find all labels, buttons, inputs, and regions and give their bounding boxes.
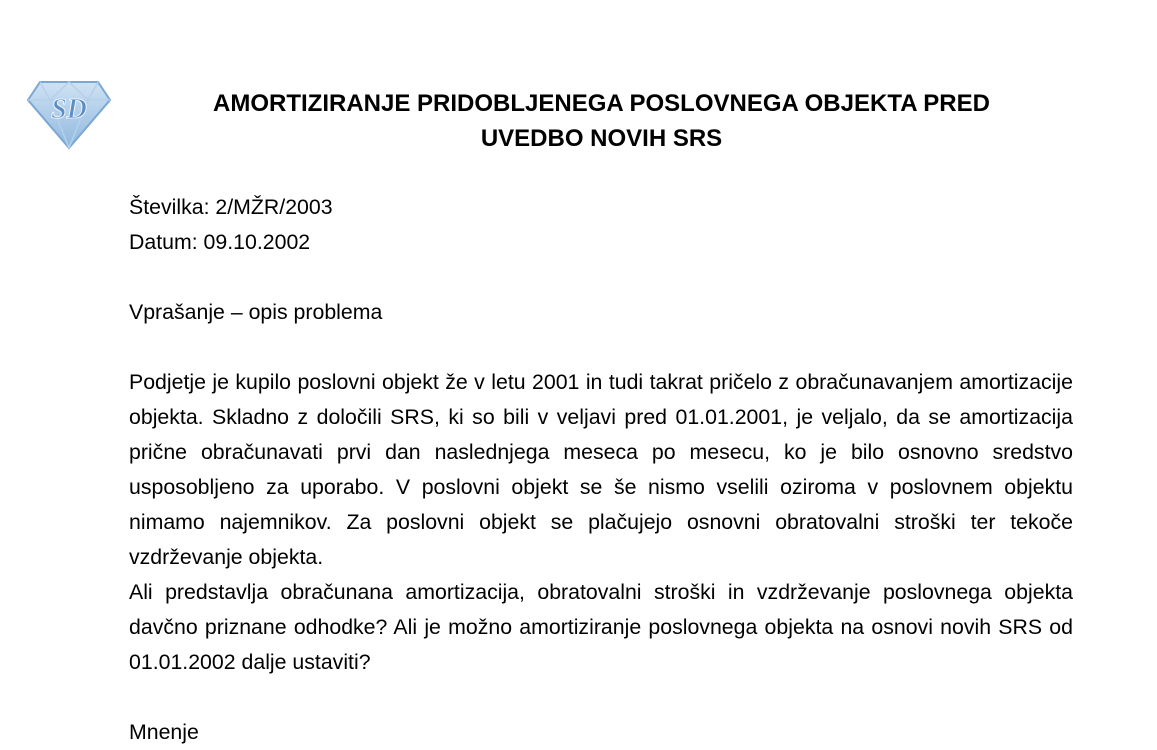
question-heading: Vprašanje – opis problema: [129, 300, 383, 324]
problem-paragraph: Podjetje je kupilo poslovni objekt že v letu 2001 in tudi takrat pričelo z obračunavanjem amortizacije objekta. Skladno z določili SRS, ki so bili v veljavi pred 01.01.2001, je veljalo, da se amortizacija prične obračunavati prvi dan naslednjega meseca po mesecu, ko je bilo osnovno sredstvo usposobljeno za uporabo. V poslovni objekt se še nismo vselili oziroma v poslovnem objektu nimamo najemnikov. Za poslovni objekt se plačujejo osnovni obratovalni stroški ter tekoče vzdrževanje objekta.: [129, 370, 1073, 569]
spacer: [129, 680, 1073, 715]
document-number: Številka: 2/MŽR/2003: [129, 195, 333, 219]
title-line-2: UVEDBO NOVIH SRS: [480, 125, 723, 152]
document-date: Datum: 09.10.2002: [129, 230, 311, 254]
sd-diamond-logo-icon: [26, 78, 112, 150]
question-paragraph: Ali predstavlja obračunana amortizacija, obratovalni stroški in vzdrževanje poslovnega objekta davčno priznane odhodke? Ali je možno amortiziranje poslovnega objekta na osnovi novih SRS od 01.01.2002 dalje ustaviti?: [129, 580, 1073, 674]
document-body: [129, 190, 1073, 750]
title-line-1: AMORTIZIRANJE PRIDOBLJENEGA POSLOVNEGA OBJEKTA PRED: [213, 90, 990, 117]
opinion-heading: Mnenje: [129, 720, 199, 744]
spacer: [129, 260, 1073, 295]
spacer: [129, 330, 1073, 365]
logo-text: SD: [51, 94, 87, 125]
document-title: [130, 86, 1073, 156]
